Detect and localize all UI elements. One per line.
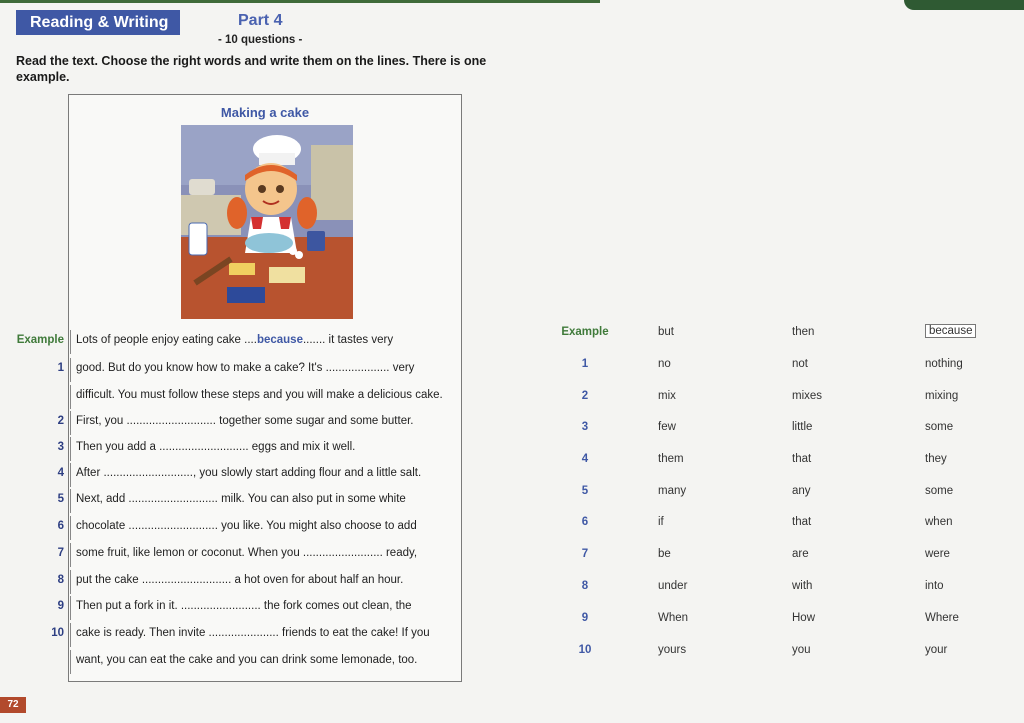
option-b: then [792,326,815,338]
story-row: 4 After ............................, you slowly start adding flour and a little salt. [0,467,470,487]
option-a: but [658,326,674,338]
story-row: 10 cake is ready. Then invite ...................... friends to eat the cake! If you [0,627,470,647]
option-row: 2 mix mixes mixing [581,390,959,402]
story-row-example: Example Lots of people enjoy eating cake ....because....... it tastes very [0,334,470,354]
option-row-example: Example but then because [540,326,1000,346]
example-answer: because [256,334,303,346]
story-row: 1 good. But do you know how to make a cake? It's .................... very [0,362,470,382]
option-row: 3 few little some [581,421,954,433]
option-row: 1 no not nothing [581,358,963,370]
story-row: 3 Then you add a ............................ eggs and mix it well. [0,441,470,461]
story-row: want, you can eat the cake and you can drink some lemonade, too. [0,654,470,674]
story-row: difficult. You must follow these steps and you will make a delicious cake. [0,389,470,409]
option-row: 5 many any some [581,485,954,497]
option-row: 8 under with into [581,580,944,592]
page-number: 72 [0,697,26,713]
story-row: 7 some fruit, like lemon or coconut. When you ......................... ready, [0,547,470,567]
option-row: 6 if that when [581,516,953,528]
story-row: 6 chocolate ............................ you like. You might also choose to add [0,520,470,540]
girl-baking-illustration [181,125,353,319]
top-decor-band [0,0,1024,6]
option-row: 10 yours you your [578,644,948,656]
row-label: Example [16,334,64,346]
section-tab: Reading & Writing [16,10,180,35]
story-title: Making a cake [220,105,310,120]
part-title: Part 4 [238,12,283,29]
story-row: 8 put the cake ............................ a hot oven for about half an hour. [0,574,470,594]
story-row: 9 Then put a fork in it. ......................... the fork comes out clean, the [0,600,470,620]
instruction-text: Read the text. Choose the right words and write them on the lines. There is one example. [16,54,487,84]
option-c-selected: because [925,324,976,338]
story-row: 5 Next, add ............................ milk. You can also put in some white [0,493,470,513]
story-row: 2 First, you ............................ together some sugar and some butter. [0,415,470,435]
option-row: 4 them that they [581,453,947,465]
part-subtitle: - 10 questions - [218,34,303,46]
option-row: 9 When How Where [581,612,959,624]
option-row: 7 be are were [581,548,950,560]
